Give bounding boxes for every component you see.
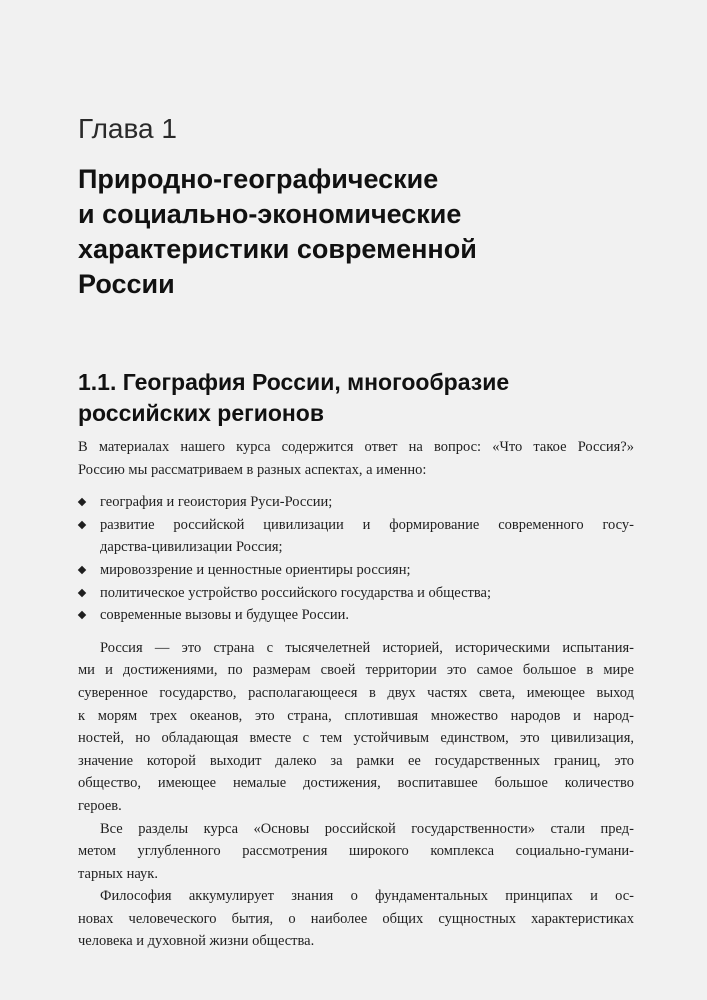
text-line: общество, имеющее немалые достижения, воспитавшее большое количество	[78, 775, 634, 792]
list-item	[78, 604, 634, 627]
diamond-bullet-icon	[78, 498, 86, 506]
list-item	[78, 582, 634, 605]
text-line: метом углубленного рассмотрения широкого комплекса социально-гумани-	[78, 843, 634, 860]
intro-paragraph	[78, 436, 634, 481]
text-line: Философия аккумулирует знания о фундаментальных принципах и ос-	[100, 888, 634, 905]
diamond-bullet-icon	[78, 588, 86, 596]
list-item	[78, 559, 634, 582]
text-line: современные вызовы и будущее России.	[100, 607, 350, 624]
bullet-list	[78, 491, 634, 627]
text-line: тарных наук.	[78, 865, 158, 882]
text-line: героев.	[78, 797, 122, 814]
chapter-label: Глава 1	[78, 113, 177, 144]
text-line: ностей, но обладающая вместе с тем устойчивым единством, это цивилизация,	[78, 730, 634, 747]
chapter-title-line: и социально-экономические	[78, 199, 462, 229]
diamond-bullet-icon	[78, 566, 86, 574]
text-line: новах человеческого бытия, о наиболее общих сущностных характеристиках	[78, 910, 634, 927]
text-line: дарства-цивилизации Россия;	[100, 539, 283, 556]
text-line: Россию мы рассматриваем в разных аспектах, а именно:	[78, 461, 427, 478]
text-line: суверенное государство, располагающееся в двух частях света, имеющее выход	[78, 684, 634, 701]
section-title	[78, 367, 509, 429]
text-line: к морям трех океанов, это страна, сплотившая множество народов и народ-	[78, 707, 634, 724]
chapter-title	[78, 162, 477, 302]
paragraph-philosophy	[78, 885, 634, 953]
text-line: Все разделы курса «Основы российской государственности» стали пред-	[100, 820, 634, 837]
text-line: мировоззрение и ценностные ориентиры россиян;	[100, 561, 411, 578]
chapter-title-line: Природно-географические	[78, 164, 439, 194]
text-line: человека и духовной жизни общества.	[78, 933, 315, 950]
text-line: Россия — это страна с тысячелетней историей, историческими испытания-	[100, 639, 634, 656]
paragraph-course-sections	[78, 818, 634, 886]
list-item	[78, 514, 634, 559]
chapter-title-line: России	[78, 269, 175, 299]
text-line: значение которой выходит далеко за рамки ее государственных границ, это	[78, 752, 634, 769]
section-title-line: российских регионов	[78, 400, 324, 426]
list-item	[78, 491, 634, 514]
section-title-line: 1.1. География России, многообразие	[78, 369, 510, 395]
text-line: развитие российской цивилизации и формирование современного госу-	[100, 516, 634, 533]
text-line: В материалах нашего курса содержится ответ на вопрос: «Что такое Россия?»	[78, 439, 634, 455]
text-line: ми и достижениями, по размерам своей территории это самое большое в мире	[78, 662, 634, 679]
text-line: география и геоистория Руси-России;	[100, 494, 333, 511]
body-text	[78, 436, 634, 953]
text-line: политическое устройство российского государства и общества;	[100, 584, 491, 601]
paragraph-russia	[78, 637, 634, 818]
diamond-bullet-icon	[78, 611, 86, 619]
chapter-title-line: характеристики современной	[78, 234, 477, 264]
diamond-bullet-icon	[78, 521, 86, 529]
